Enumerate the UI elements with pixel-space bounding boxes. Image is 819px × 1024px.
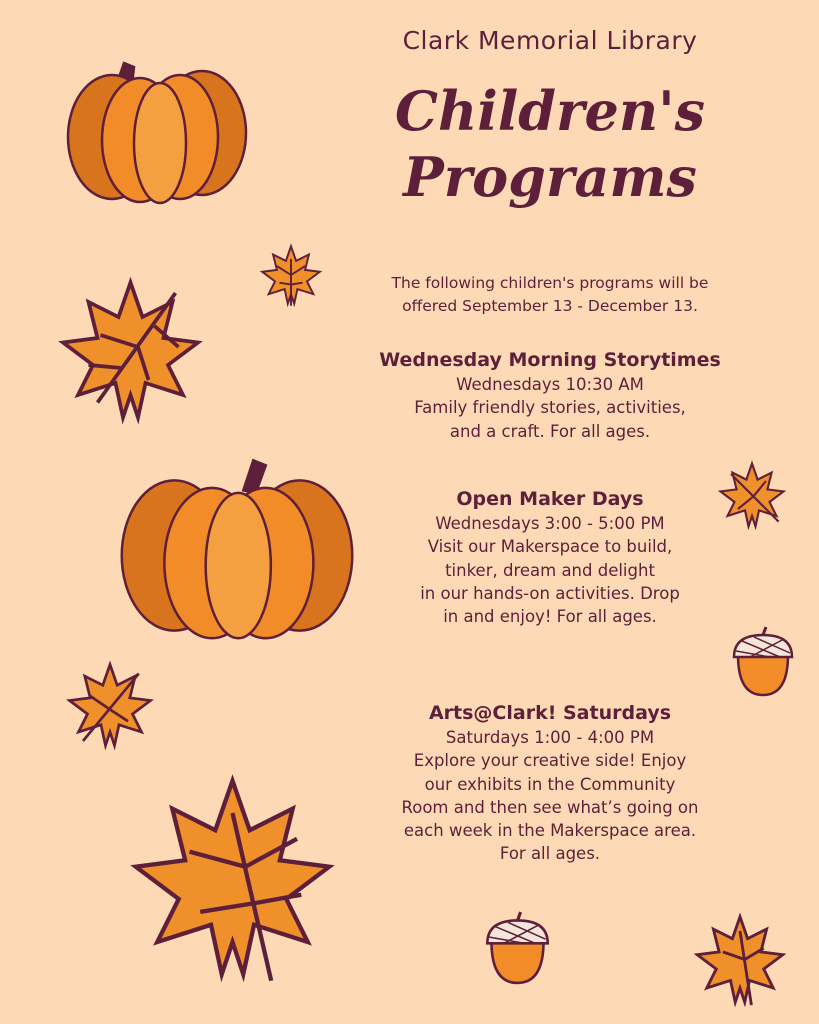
- program-line: in and enjoy! For all ages.: [443, 607, 657, 627]
- program-title: Open Maker Days: [456, 488, 644, 510]
- program-line: Visit our Makerspace to build,: [427, 537, 673, 557]
- program-line: Wednesdays 10:30 AM: [456, 375, 644, 394]
- pumpkin-icon: [118, 450, 356, 646]
- program-line: Room and then see what’s going on: [401, 797, 699, 817]
- program-arts-saturdays: [350, 700, 750, 866]
- acorn-icon: [475, 910, 560, 985]
- program-line: Wednesdays 3:00 - 5:00 PM: [435, 514, 665, 533]
- maple-leaf-icon: [255, 243, 327, 307]
- page-title: [350, 78, 750, 210]
- title-line-1: Children's: [394, 79, 706, 143]
- program-line: For all ages.: [499, 844, 601, 864]
- intro-line-2: offered September 13 - December 13.: [402, 297, 698, 315]
- acorn-icon: [730, 625, 796, 697]
- program-line: our exhibits in the Community: [424, 774, 676, 794]
- program-maker-days: [350, 486, 750, 628]
- program-line: Explore your creative side! Enjoy: [413, 751, 687, 771]
- program-line: in our hands-on activities. Drop: [420, 583, 680, 603]
- maple-leaf-icon: [685, 912, 795, 1007]
- maple-leaf-icon: [60, 660, 160, 750]
- program-line: each week in the Makerspace area.: [403, 821, 697, 841]
- program-storytimes: [350, 347, 750, 443]
- program-title: Arts@Clark! Saturdays: [428, 702, 672, 724]
- program-title: Wednesday Morning Storytimes: [379, 349, 721, 371]
- program-line: and a craft. For all ages.: [449, 421, 651, 441]
- intro-text: [350, 272, 750, 318]
- maple-leaf-icon: [48, 275, 213, 425]
- pumpkin-icon: [62, 55, 252, 207]
- maple-leaf-icon: [110, 770, 355, 985]
- program-line: Family friendly stories, activities,: [414, 398, 686, 418]
- intro-line-1: The following children's programs will be: [391, 274, 709, 292]
- library-name: Clark Memorial Library: [402, 26, 698, 55]
- program-line: tinker, dream and delight: [445, 560, 655, 580]
- program-line: Saturdays 1:00 - 4:00 PM: [445, 728, 655, 747]
- title-line-2: Programs: [403, 145, 697, 209]
